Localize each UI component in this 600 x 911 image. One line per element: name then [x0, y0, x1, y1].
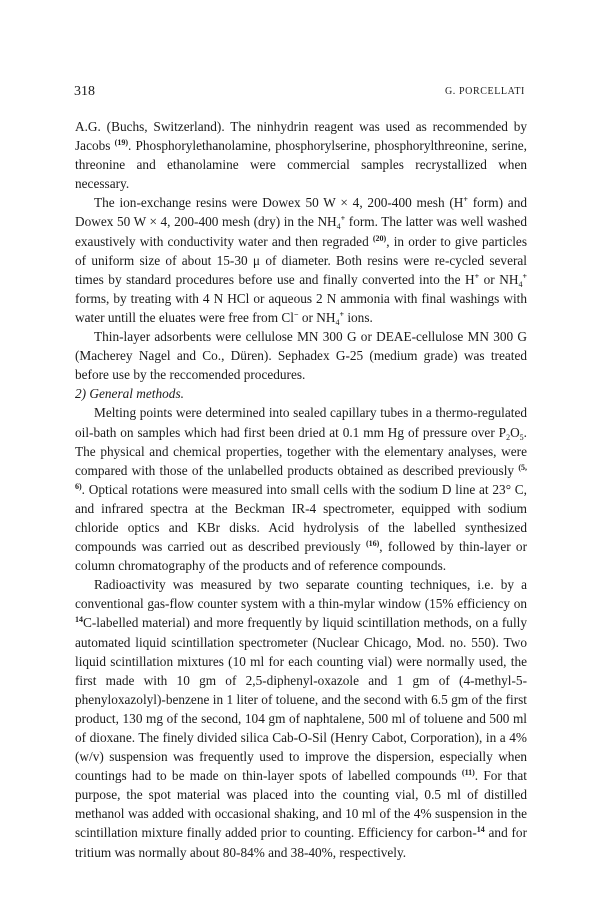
paragraph-ion-exchange: The ion-exchange resins were Dowex 50 W × 4, 200-400 mesh (H+ form) and Dowex 50 W × 4, 200-400 mesh (dry) in the $NH_4^+$ form. The latter was well washed exaustively with conductivity water and then regraded $^{(20)}$, in order to give particles of uniform size of about 15-30 μ of diameter. Both resins were re-cycled several times by standard procedures before use and finally converted into the H+ or $NH_4^+$ forms, by treating with 4 N HCl or aqueous 2 N ammonia with final washings with water untill the eluates were free from Cl− or $NH_4^+$ ions.	[75, 195, 528, 327]
paragraph-melting-points: Melting points were determined into sealed capillary tubes in a thermo-regulated oil-bath on samples which had first been dried at 0.1 mm Hg of pressure over $P_2O_5$. The physical and chemical properties, together with the elementary analyses, were compared with those of the unlabelled products obtained as described previously $^{(5, 6)}$. Optical rotations were measured into small cells with the sodium D line at 23° C, and infrared spectra at the Beckman IR-4 spectrometer, equipped with sodium chloride optics and KBr disks. Acid hydrolysis of the labelled synthesized compounds was carried out as described previously $^{(16)}$, followed by thin-layer or column chromatography of the products and of reference compounds.	[75, 405, 527, 574]
running-header-author: G. PORCELLATI	[444, 86, 525, 97]
citation-ref: (20)	[372, 233, 387, 243]
citation-ref: (16)	[365, 539, 380, 549]
citation-ref: (11)	[461, 768, 475, 778]
citation-ref: (5, 6)	[75, 462, 527, 491]
section-heading: 2) General methods.	[75, 386, 184, 402]
page-number: 318	[74, 84, 95, 99]
citation-ref: (19)	[114, 138, 128, 148]
paragraph-reagents: A.G. (Buchs, Switzerland). The ninhydrin reagent was used as recommended by Jacobs $^{(19)}$. Phosphorylethanolamine, phosphorylserine, phosphorylthreonine, serine, threonine and ethanolamine were commercial samples recrystallized when necessary.	[75, 119, 527, 192]
paragraph-thin-layer: Thin-layer adsorbents were cellulose MN 300 G or DEAE-cellulose MN 300 G (Macherey Nagel and Co., Düren). Sephadex G-25 (medium grade) was treated before use by the reccomended procedures.	[75, 329, 527, 383]
body-text	[75, 117, 527, 862]
paragraph-radioactivity: Radioactivity was measured by two separate counting techniques, i.e. by a conventional gas-flow counter system with a thin-mylar window (15% efficiency on $^{14}$C-labelled material) and more frequently by liquid scintillation methods, on a fully automated liquid scintillation spectrometer (Nuclear Chicago, Mod. no. 550). Two liquid scintillation mixtures (10 ml for each counting vial) were normally used, the first made with 10 gm of 2,5-diphenyl-oxazole and 1 gm of (4-methyl-5-phenyloxazolyl)-benzene in 1 liter of toluene, and the second with 6.5 gm of the first product, 130 mg of the second, 104 gm of naphtalene, 500 ml of toluene and 500 ml of dioxane. The finely divided silica Cab-O-Sil (Henry Cabot, Corporation), in a 4% (w/v) suspension was frequently used to improve the dispersion, especially when countings had to be made on thin-layer spots of labelled compounds $^{(11)}$. For that purpose, the spot material was placed into the counting vial, 0.5 ml of distilled methanol was added with occasional shaking, and 10 ml of the 4% suspension in the scintillation mixture finally added prior to counting. Efficiency for carbon-$^{14}$ and for tritium was normally about 80-84% and 38-40%, respectively.	[75, 577, 527, 860]
